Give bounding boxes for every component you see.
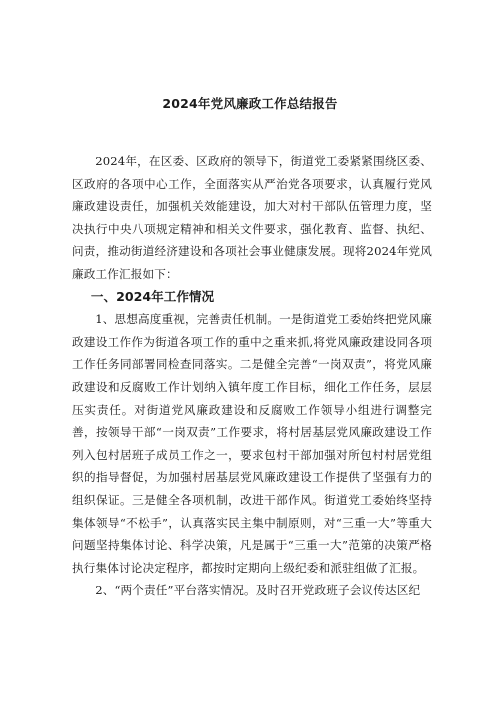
intro-paragraph: 2024年，在区委、区政府的领导下，街道党工委紧紧围绕区委、区政府的各项中心工作，全面落实从严治党各项要求，认真履行党风廉政建设责任，加强机关效能建设，加大对村干部队伍管理力度，坚决执行中央八项规定精神和相关文件要求，强化教育、监督、执纪、问责，推动街道经济建设和各项社会事业健康发展。现将2024年党风廉政工作汇报如下： [72,154,432,281]
item-1-paragraph: 1、思想高度重视，完善责任机制。一是街道党工委始终把党风廉政建设工作作为街道各项工作的重中之重来抓,将党风廉政建设同各项工作任务同部署同检查同落实。二是健全完善“一岗双责”，将党风廉政建设和反腐败工作计划纳入镇年度工作目标，细化工作任务，层层压实责任。对街道党风廉政建设和反腐败工作领导小组进行调整完善，按领导干部“一岗双责”工作要求，将村居基层党风廉政建设工作列入包村居班子成员工作之一，要求包村干部加强对所包村村居党组织的指导督促，为加强村居基层党风廉政建设工作提供了坚强有力的组织保证。三是健全各项机制，改进干部作风。街道党工委始终坚持集体领导“不松手”，认真落实民主集中制原则，对“三重一大”等重大问题坚持集体讨论、科学决策，凡是属于“三重一大”范第的决策严格执行集体讨论决定程序，都按时定期向上级纪委和派驻组做了汇报。 [72,312,432,575]
document-title: 2024年党风廉政工作总结报告 [162,96,338,111]
section-heading: 一、2024年工作情况 [90,288,215,304]
item-2-paragraph: 2、“两个责任”平台落实情况。及时召开党政班子会议传达区纪 [95,583,421,598]
document-body [72,150,432,602]
